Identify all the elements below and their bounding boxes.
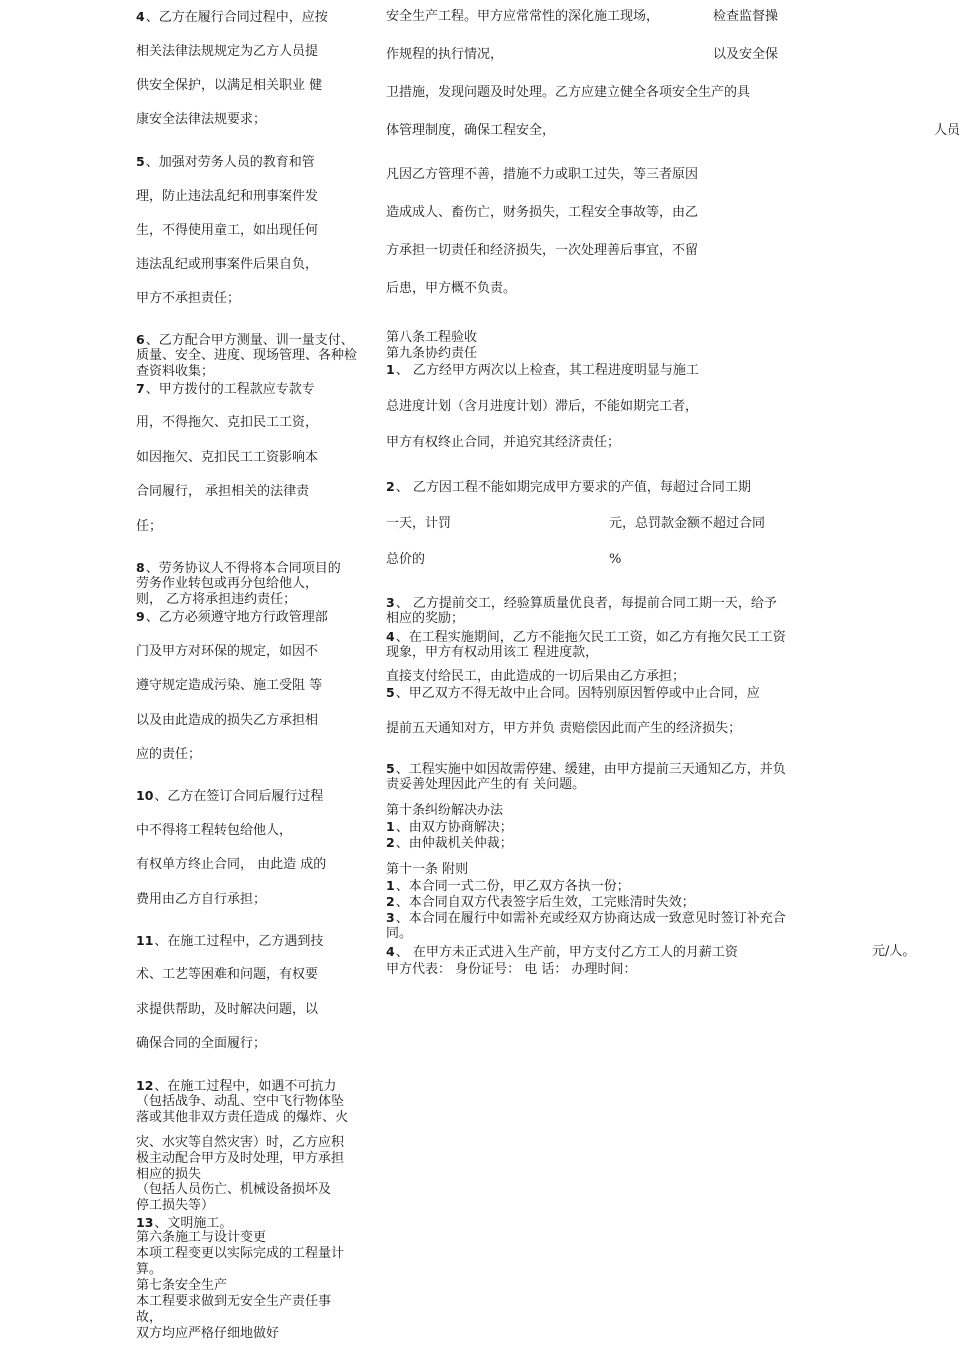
clause-number: 12 [136, 1078, 154, 1093]
clause-text: 责妥善处理因此产生的有 关问题。 [386, 777, 586, 792]
right_column-line [386, 123, 555, 139]
clause-text: 卫措施，发现问题及时处理。乙方应建立健全各项安全生产的具 [386, 85, 751, 100]
left_column-line [136, 189, 318, 205]
clause-text: 有权单方终止合同， 由此造 成的 [136, 857, 327, 872]
clause-text: % [609, 552, 622, 567]
right_column-line [386, 479, 751, 496]
right_column-line [386, 944, 738, 961]
left_column-line [136, 747, 201, 763]
left_column-line [136, 1182, 331, 1198]
right_column-line [386, 803, 503, 819]
clause-text: 现象，甲方有权动用该工 程进度款， [386, 645, 599, 660]
clause-text: 第八条工程验收 [386, 330, 478, 345]
left_column-line [136, 1198, 214, 1214]
right_column-line [386, 516, 451, 532]
clause-text: 供安全保护，以满足相关职业 健 [136, 78, 323, 93]
clause-text: 提前五天通知对方，甲方并负 责赔偿因此而产生的经济损失； [386, 721, 742, 736]
clause-text: 造成成人、畜伤亡，财务损失，工程安全事故等，由乙 [386, 205, 699, 220]
left_column-line [136, 450, 318, 466]
right_column-line [386, 243, 698, 259]
clause-text: 甲方不承担责任； [136, 291, 241, 306]
clause-text: 如因拖欠、克扣民工工资影响本 [136, 450, 319, 465]
left_column-line [136, 609, 328, 626]
clause-text: 查资料收集； [136, 364, 215, 379]
clause-text: 门及甲方对环保的规定，如因不 [136, 644, 319, 659]
right_column-line [386, 685, 760, 702]
clause-text: 术、工艺等困难和问题，有权要 [136, 967, 319, 982]
left_column-line [136, 332, 354, 349]
clause-text: 遵守规定造成污染、施工受阻 等 [136, 678, 323, 693]
clause-text: 相应的奖励； [386, 611, 465, 626]
clause-text: 、 乙方提前交工，经验算质量优良者，每提前合同工期一天，给予 [395, 596, 777, 611]
clause-text: 、本合同一式二份，甲乙双方各执一份； [395, 879, 630, 894]
left_column-line [136, 823, 292, 839]
right_column-line [386, 910, 786, 927]
left_column-line [136, 291, 240, 307]
left_column-line [136, 644, 318, 660]
clause-text: 作规程的执行情况， [386, 47, 504, 62]
clause-text: 以及由此造成的损失乙方承担相 [136, 713, 319, 728]
right_column-line [872, 944, 915, 960]
clause-text: 、 乙方因工程不能如期完成甲方要求的产值，每超过合同工期 [395, 480, 751, 495]
right_column-line [386, 346, 477, 362]
clause-text: 、工程实施中如因故需停建、缓建，由甲方提前三天通知乙方，并负 [395, 762, 786, 777]
left_column-line [136, 1094, 344, 1110]
right_column-line [386, 721, 741, 737]
clause-text: 第七条安全生产 [136, 1278, 228, 1293]
left_column-line [136, 892, 266, 908]
left_column-line [136, 1135, 344, 1151]
clause-text: 、本合同自双方代表签字后生效，工完账清时失效； [395, 895, 695, 910]
clause-text: 甲方有权终止合同，并追究其经济责任； [386, 435, 621, 450]
clause-number: 7 [136, 381, 145, 396]
clause-text: 、在工程实施期间，乙方不能拖欠民工工资，如乙方有拖欠民工工资 [395, 630, 786, 645]
clause-number: 1 [386, 819, 395, 834]
clause-number: 3 [386, 910, 395, 925]
right_column-line [386, 167, 698, 183]
clause-number: 1 [386, 362, 395, 377]
clause-text: 人员 [934, 123, 960, 138]
left_column-line [136, 78, 322, 94]
right_column-line [386, 595, 777, 612]
clause-text: 求提供帮助，及时解决问题，以 [136, 1002, 319, 1017]
left_column-line [136, 967, 318, 983]
clause-text: （包括战争、动乱、空中飞行物体坠 [136, 1094, 345, 1109]
left_column-line [136, 1230, 266, 1246]
left_column-line [136, 1246, 344, 1262]
clause-text: 合同履行， 承担相关的法律责 [136, 484, 310, 499]
clause-text: 确保合同的全面履行； [136, 1036, 267, 1051]
left_column-line [136, 678, 322, 694]
clause-text: （包括人员伤亡、机械设备损坏及 [136, 1182, 332, 1197]
clause-text: 费用由乙方自行承担； [136, 892, 267, 907]
clause-number: 1 [386, 878, 395, 893]
clause-number: 4 [136, 9, 145, 24]
left_column-line [136, 364, 214, 380]
right_column-line [386, 399, 698, 415]
clause-text: 、乙方配合甲方测量、训一量支付、 [145, 333, 354, 348]
clause-text: 算。 [136, 1262, 163, 1277]
right_column-line [386, 330, 477, 346]
clause-text: 凡因乙方管理不善，措施不力或职工过失，等三者原因 [386, 167, 699, 182]
clause-number: 3 [386, 595, 395, 610]
clause-number: 2 [386, 479, 395, 494]
right_column-line [386, 835, 513, 852]
clause-text: 本项工程变更以实际完成的工程量计 [136, 1246, 345, 1261]
clause-text: 相应的损失 [136, 1167, 202, 1182]
clause-text: 本工程要求做到无安全生产责任事 [136, 1294, 332, 1309]
clause-text: 第十条纠纷解决办法 [386, 803, 504, 818]
right_column-line [386, 862, 468, 878]
left_column-line [136, 1326, 279, 1342]
clause-text: 相关法律法规规定为乙方人员提 [136, 44, 319, 59]
clause-number: 13 [136, 1215, 154, 1230]
clause-number: 5 [386, 761, 395, 776]
left_column-line [136, 1278, 227, 1294]
left_column-line [136, 1036, 266, 1052]
right_column-line [386, 85, 750, 101]
clause-text: 灾、水灾等自然灾害）时，乙方应积 [136, 1135, 345, 1150]
left_column-line [136, 857, 326, 873]
clause-text: 理，防止违法乱纪和刑事案件发 [136, 189, 319, 204]
right_column-line [609, 516, 765, 532]
clause-text: 则， 乙方将承担违约责任； [136, 592, 297, 607]
right_column-line [386, 819, 513, 836]
clause-text: 总价的 [386, 552, 426, 567]
clause-text: 应的责任； [136, 747, 202, 762]
clause-text: 体管理制度，确保工程安全， [386, 123, 556, 138]
right_column-line [386, 435, 620, 451]
clause-text: 康安全法律法规要求； [136, 112, 267, 127]
clause-text: 、 乙方经甲方两次以上检查，其工程进度明显与施工 [395, 363, 699, 378]
right_column-line [386, 926, 412, 942]
clause-text: 第六条施工与设计变更 [136, 1230, 267, 1245]
clause-number: 5 [136, 154, 145, 169]
right_column-line [386, 47, 503, 63]
clause-text: 检查监督操 [713, 9, 779, 24]
left_column-line [136, 348, 357, 364]
clause-text: 方承担一切责任和经济损失，一次处理善后事宜，不留 [386, 243, 699, 258]
left_column-line [136, 223, 318, 239]
clause-number: 6 [136, 332, 145, 347]
left_column-line [136, 1078, 336, 1095]
left_column-line [136, 1151, 344, 1167]
right_column-line [386, 281, 516, 297]
clause-text: 安全生产工程。甲方应常常性的深化施工现场， [386, 9, 660, 24]
right_column-line [609, 552, 621, 568]
clause-text: 违法乱纪或刑事案件后果自负， [136, 257, 319, 272]
left_column-line [136, 788, 323, 805]
clause-number: 8 [136, 560, 145, 575]
clause-text: 、乙方在履行合同过程中，应按 [145, 10, 328, 25]
left_column-line [136, 415, 318, 431]
left_column-line [136, 576, 318, 592]
clause-text: 以及安全保 [713, 47, 779, 62]
clause-number: 5 [386, 685, 395, 700]
left_column-line [136, 154, 315, 171]
clause-number: 11 [136, 933, 154, 948]
clause-text: 、在施工过程中，如遇不可抗力 [154, 1079, 337, 1094]
right_column-line [386, 669, 685, 685]
left_column-line [136, 933, 323, 950]
clause-text: 落或其他非双方责任造成 的爆炸、火 [136, 1110, 349, 1125]
right_column-line [386, 205, 698, 221]
left_column-line [136, 1310, 162, 1326]
clause-text: 任； [136, 519, 163, 534]
clause-text: 质量、安全、进度、现场管理、各种检 [136, 348, 358, 363]
clause-text: 生，不得使用童工，如出现任何 [136, 223, 319, 238]
clause-text: 中不得将工程转包给他人， [136, 823, 293, 838]
right_column-line [386, 611, 464, 627]
clause-text: 直接支付给民工，由此造成的一切后果由乙方承担； [386, 669, 686, 684]
clause-number: 9 [136, 609, 145, 624]
clause-text: 极主动配合甲方及时处理，甲方承担 [136, 1151, 345, 1166]
right_column-line [934, 123, 960, 139]
clause-text: 一天，计罚 [386, 516, 452, 531]
left_column-line [136, 1167, 201, 1183]
clause-text: 元/人。 [872, 944, 916, 959]
clause-text: 同。 [386, 926, 413, 941]
left_column-line [136, 381, 315, 398]
clause-number: 2 [386, 835, 395, 850]
clause-text: 劳务作业转包或再分包给他人， [136, 576, 319, 591]
right_column-line [386, 9, 659, 25]
clause-text: 、加强对劳务人员的教育和管 [145, 155, 315, 170]
clause-text: 、乙方在签订合同后履行过程 [154, 789, 324, 804]
clause-text: 、劳务协议人不得将本合同项目的 [145, 561, 341, 576]
clause-text: 、在施工过程中，乙方遇到技 [154, 934, 324, 949]
clause-text: 第九条协约责任 [386, 346, 478, 361]
left_column-line [136, 257, 318, 273]
right_column-line [386, 629, 786, 646]
right_column-line [713, 47, 778, 63]
right_column-line [386, 761, 786, 778]
left_column-line [136, 112, 266, 128]
clause-text: 停工损失等） [136, 1198, 215, 1213]
clause-number: 10 [136, 788, 154, 803]
clause-text: 后患，甲方概不负责。 [386, 281, 517, 296]
left_column-line [136, 484, 309, 500]
clause-text: 、 在甲方未正式进入生产前，甲方支付乙方工人的月薪工资 [395, 945, 738, 960]
clause-text: 、乙方必须遵守地方行政管理部 [145, 610, 328, 625]
right_column-line [386, 777, 585, 793]
clause-text: 、由双方协商解决； [395, 820, 513, 835]
clause-text: 甲方代表： 身份证号： 电 话： 办理时间： [386, 962, 637, 977]
clause-text: 、甲方拨付的工程款应专款专 [145, 382, 315, 397]
clause-text: 、本合同在履行中如需补充或经双方协商达成一致意见时签订补充合 [395, 911, 786, 926]
right_column-line [386, 552, 425, 568]
right_column-line [386, 962, 637, 978]
right_column-line [386, 878, 630, 895]
left_column-line [136, 519, 162, 535]
left_column-line [136, 44, 318, 60]
left_column-line [136, 1294, 331, 1310]
clause-text: 元，总罚款金额不超过合同 [609, 516, 766, 531]
left_column-line [136, 1262, 162, 1278]
clause-text: 故， [136, 1310, 163, 1325]
right_column-line [386, 362, 699, 379]
right_column-line [386, 894, 695, 911]
left_column-line [136, 560, 341, 577]
clause-number: 4 [386, 944, 395, 959]
left_column-line [136, 713, 318, 729]
left_column-line [136, 9, 328, 26]
left_column-line [136, 592, 296, 608]
clause-text: 第十一条 附则 [386, 862, 469, 877]
clause-text: 总进度计划（含月进度计划）滞后，不能如期完工者， [386, 399, 699, 414]
clause-number: 4 [386, 629, 395, 644]
right_column-line [713, 9, 778, 25]
left_column-line [136, 1002, 318, 1018]
left_column-line [136, 1110, 348, 1126]
clause-text: 双方均应严格仔细地做好 [136, 1326, 280, 1341]
clause-text: 、文明施工。 [154, 1216, 233, 1231]
right_column-line [386, 645, 598, 661]
clause-text: 、甲乙双方不得无故中止合同。因特别原因暂停或中止合同，应 [395, 686, 760, 701]
clause-text: 用，不得拖欠、克扣民工工资， [136, 415, 319, 430]
clause-number: 2 [386, 894, 395, 909]
clause-text: 、由仲裁机关仲裁； [395, 836, 513, 851]
